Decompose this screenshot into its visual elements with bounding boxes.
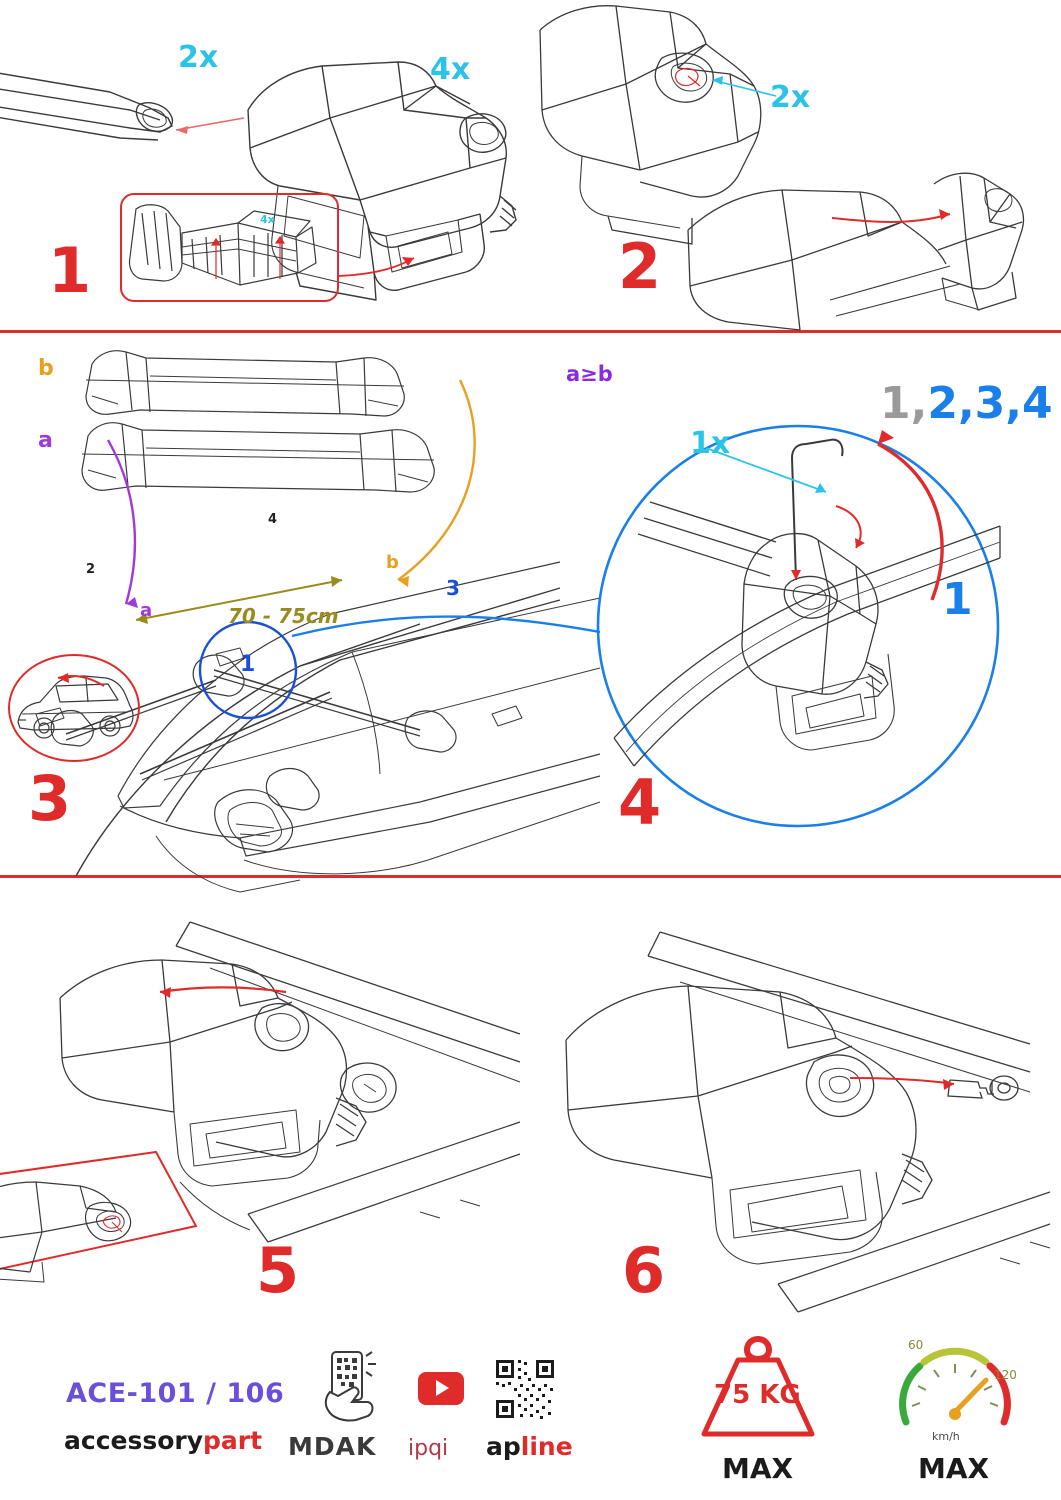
step-3-pos-2: 2 (86, 562, 96, 577)
weight-limit-caption: MAX (722, 1452, 794, 1485)
step-3-pos-1: 1 (240, 652, 256, 677)
step-4-panel (530, 336, 1061, 876)
step-3-label-b-arrow: b (386, 552, 399, 573)
step-2-qty-2x: 2x (770, 80, 811, 115)
speed-tick-120: 120 (994, 1368, 1017, 1382)
speed-limit-caption: MAX (918, 1452, 990, 1485)
weight-limit-value: 75 KG (714, 1380, 801, 1410)
step-6-number: 6 (622, 1234, 666, 1307)
speed-unit-label: km/h (932, 1430, 960, 1443)
step-3-label-b-top: b (38, 356, 54, 381)
divider-top (0, 330, 1061, 333)
partner-apline (486, 1432, 573, 1461)
step-6-illustration (530, 882, 1061, 1322)
speed-tick-60: 60 (908, 1338, 924, 1352)
step-4-sequence (880, 378, 1053, 429)
step-5-panel (0, 882, 540, 1322)
scan-qr-hand-icon (322, 1350, 392, 1422)
qr-code-icon (494, 1358, 556, 1420)
step-3-panel (0, 336, 600, 876)
step-3-label-a-arrow: a (140, 600, 153, 621)
step-4-condition-label: a≥b (566, 362, 613, 386)
step-3-number: 3 (28, 762, 72, 835)
apline-ap: ap (486, 1432, 521, 1461)
step-1-inset-illustration (120, 193, 335, 298)
step-1-qty-2x: 2x (178, 40, 219, 75)
brand-part: part (203, 1426, 263, 1455)
svg-text:4x: 4x (260, 213, 275, 226)
step-1-qty-4x: 4x (430, 52, 471, 87)
step-3-distance-label: 70 - 75cm (228, 604, 339, 628)
step-1-panel (0, 0, 600, 330)
step-3-pos-3: 3 (446, 576, 460, 600)
step-3-pos-4: 4 (268, 512, 278, 527)
step-5-detail-inset (0, 1136, 210, 1286)
step-1-inset-arrow (330, 230, 480, 300)
step-4-qty-1x: 1x (690, 426, 731, 461)
footer (0, 1330, 1061, 1500)
step-3-car-illustration (8, 654, 136, 758)
step-4-seq-blue: 2,3,4 (927, 378, 1053, 429)
step-4-seq-gray: 1, (880, 378, 928, 429)
step-3-label-a-bottom: a (38, 428, 53, 453)
product-code: ACE-101 / 106 (66, 1378, 285, 1409)
step-4-number: 4 (618, 766, 662, 839)
step-2-illustration (530, 0, 1061, 330)
step-5-number: 5 (256, 1234, 300, 1307)
apline-line: line (520, 1432, 573, 1461)
partner-mdak: MDAK (288, 1432, 377, 1461)
brand-accessory: accessory (64, 1426, 204, 1455)
partner-ipqi: ipqi (408, 1436, 449, 1461)
step-6-panel (530, 882, 1061, 1322)
step-2-panel (530, 0, 1061, 330)
youtube-play-triangle (436, 1380, 449, 1396)
step-4-order-1: 1 (942, 574, 973, 625)
brand-accessorypart (64, 1426, 262, 1455)
step-1-number: 1 (48, 234, 92, 307)
step-2-number: 2 (618, 230, 662, 303)
